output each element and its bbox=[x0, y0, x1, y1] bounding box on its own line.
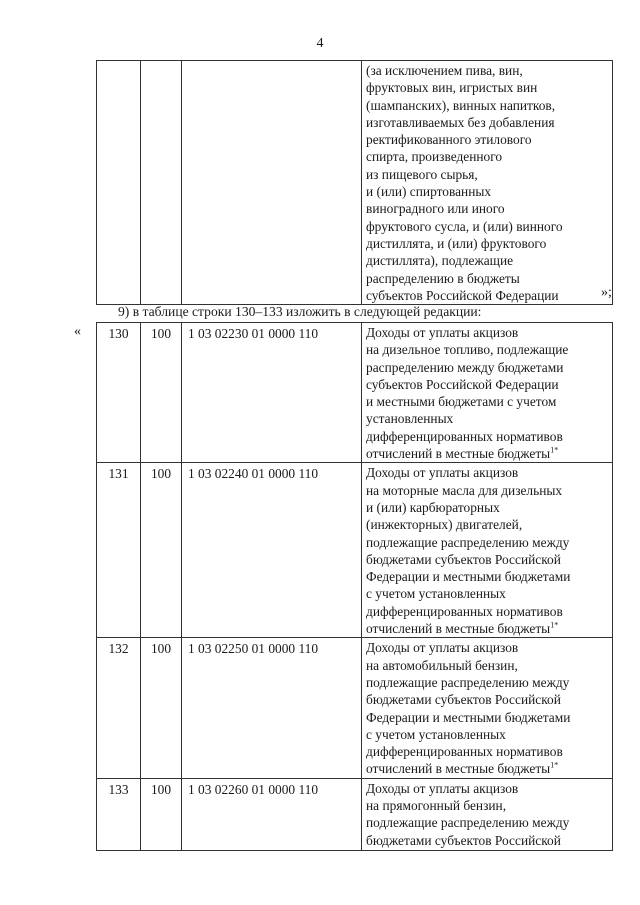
kbk-cell: 1 03 02230 01 0000 110 bbox=[182, 323, 362, 463]
code-cell: 130 bbox=[97, 323, 141, 463]
description-line: дистиллята, и (или) фруктового bbox=[366, 235, 547, 251]
revenue-table bbox=[96, 322, 613, 851]
description-line: подлежащие распределению между bbox=[366, 815, 570, 831]
description-line: Доходы от уплаты акцизов bbox=[366, 325, 519, 340]
admin-cell: 100 bbox=[141, 638, 182, 778]
code-cell: 132 bbox=[97, 638, 141, 778]
description-line: отчислений в местные бюджеты$^{1*}$ bbox=[366, 760, 559, 777]
amendment-paragraph: 9) в таблице строки 130–133 изложить в следующей редакции: bbox=[118, 304, 482, 319]
description-cell bbox=[362, 638, 613, 778]
description-line: дифференцированных нормативов bbox=[366, 428, 563, 444]
description-line: и (или) спиртованных bbox=[366, 184, 492, 200]
description-line: Федерации и местными бюджетами bbox=[366, 569, 571, 585]
code-cell bbox=[97, 61, 141, 305]
code-cell: 131 bbox=[97, 463, 141, 638]
continued-table bbox=[96, 60, 613, 305]
description-line: изготавливаемых без добавления bbox=[366, 114, 555, 130]
description-line: с учетом установленных bbox=[366, 586, 506, 602]
kbk-cell: 1 03 02260 01 0000 110 bbox=[182, 778, 362, 850]
description-line: на автомобильный бензин, bbox=[366, 657, 518, 673]
description-line: и (или) карбюраторных bbox=[366, 499, 500, 515]
description-line: ректификованного этилового bbox=[366, 132, 532, 148]
description-cell bbox=[362, 778, 613, 850]
description-line: Доходы от уплаты акцизов bbox=[366, 640, 519, 656]
description-line: подлежащие распределению между bbox=[366, 674, 570, 690]
opening-quote-mark: « bbox=[74, 324, 81, 339]
description-line: бюджетами субъектов Российской bbox=[366, 832, 561, 848]
footnote-marker: 1* bbox=[550, 620, 559, 630]
description-line: фруктовых вин, игристых вин bbox=[366, 80, 538, 96]
description-line: отчислений в местные бюджеты$^{1*}$ bbox=[366, 620, 559, 637]
description-line: фруктового сусла, и (или) винного bbox=[366, 218, 563, 234]
footnote-marker: 1* bbox=[550, 445, 559, 455]
description-line: субъектов Российской Федерации bbox=[366, 287, 559, 303]
table-row bbox=[97, 61, 613, 305]
description-line: распределению между бюджетами bbox=[366, 359, 564, 375]
kbk-cell bbox=[182, 61, 362, 305]
description-line: бюджетами субъектов Российской bbox=[366, 551, 561, 567]
description-line: на моторные масла для дизельных bbox=[366, 482, 563, 498]
description-line: (инжекторных) двигателей, bbox=[366, 517, 523, 533]
description-line: распределению в бюджеты bbox=[366, 270, 520, 286]
description-line: установленных bbox=[366, 411, 454, 427]
admin-cell: 100 bbox=[141, 778, 182, 850]
description-line: на дизельное топливо, подлежащие bbox=[366, 342, 569, 358]
description-line: (за исключением пива, вин, bbox=[366, 63, 523, 78]
table-row bbox=[97, 323, 613, 463]
page-number: 4 bbox=[316, 36, 324, 51]
description-line: спирта, произведенного bbox=[366, 149, 503, 165]
description-line: подлежащие распределению между bbox=[366, 534, 570, 550]
kbk-cell: 1 03 02240 01 0000 110 bbox=[182, 463, 362, 638]
description-line: субъектов Российской Федерации bbox=[366, 376, 559, 392]
description-line: Доходы от уплаты акцизов bbox=[366, 780, 519, 796]
description-line: дистиллята), подлежащие bbox=[366, 253, 514, 269]
description-line: бюджетами субъектов Российской bbox=[366, 692, 561, 708]
description-cell bbox=[362, 323, 613, 463]
description-line: Доходы от уплаты акцизов bbox=[366, 465, 519, 481]
kbk-cell: 1 03 02250 01 0000 110 bbox=[182, 638, 362, 778]
admin-cell: 100 bbox=[141, 463, 182, 638]
description-line: (шампанских), винных напитков, bbox=[366, 97, 556, 113]
admin-cell bbox=[141, 61, 182, 305]
closing-quote-mark: »; bbox=[601, 285, 612, 300]
description-cell bbox=[362, 61, 613, 305]
description-line: дифференцированных нормативов bbox=[366, 744, 563, 760]
description-line: и местными бюджетами с учетом bbox=[366, 394, 557, 410]
table-row bbox=[97, 638, 613, 778]
table-row bbox=[97, 778, 613, 850]
description-cell bbox=[362, 463, 613, 638]
description-line: дифференцированных нормативов bbox=[366, 603, 563, 619]
description-line: на прямогонный бензин, bbox=[366, 798, 507, 814]
description-line: Федерации и местными бюджетами bbox=[366, 709, 571, 725]
code-cell: 133 bbox=[97, 778, 141, 850]
description-line: виноградного или иного bbox=[366, 201, 505, 217]
admin-cell: 100 bbox=[141, 323, 182, 463]
description-line: отчислений в местные бюджеты$^{1*}$ bbox=[366, 445, 559, 462]
table-row bbox=[97, 463, 613, 638]
description-line: из пищевого сырья, bbox=[366, 166, 478, 182]
description-line: с учетом установленных bbox=[366, 726, 506, 742]
footnote-marker: 1* bbox=[550, 760, 559, 770]
